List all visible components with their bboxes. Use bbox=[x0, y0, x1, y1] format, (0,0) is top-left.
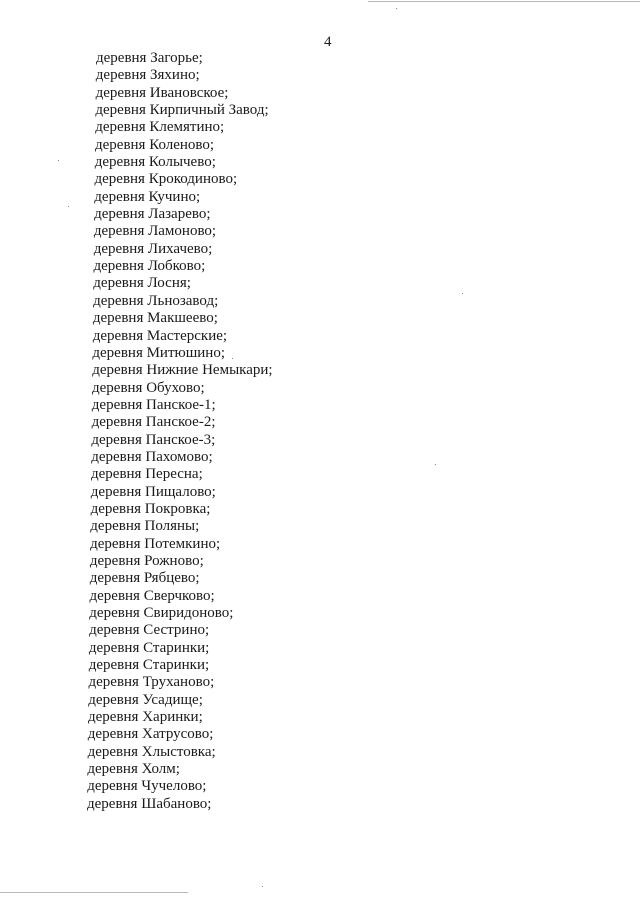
page-number: 4 bbox=[324, 34, 332, 50]
list-item: деревня Кучино; bbox=[94, 188, 201, 205]
list-item: деревня Сверчково; bbox=[89, 587, 215, 604]
list-item: деревня Ламоново; bbox=[93, 223, 217, 240]
list-item: деревня Покровка; bbox=[90, 500, 211, 517]
list-item: деревня Панское-2; bbox=[91, 414, 216, 431]
list-item: деревня Хлыстовка; bbox=[87, 743, 216, 760]
list-item: деревня Загорье; bbox=[96, 50, 203, 66]
scan-speck bbox=[68, 206, 69, 207]
scan-edge-line-bottom bbox=[0, 892, 188, 893]
scan-speck bbox=[262, 886, 263, 887]
list-item: деревня Лобково; bbox=[93, 258, 206, 275]
scan-speck bbox=[232, 358, 233, 359]
list-item: деревня Старинки; bbox=[88, 657, 210, 674]
list-item: деревня Макшеево; bbox=[92, 310, 218, 327]
list-item: деревня Пересна; bbox=[91, 466, 203, 483]
list-item: деревня Свиридоново; bbox=[89, 605, 234, 621]
list-item: деревня Крокодиново; bbox=[94, 171, 238, 188]
scan-speck bbox=[396, 8, 397, 9]
list-item: деревня Поляны; bbox=[90, 518, 200, 535]
list-item: деревня Мастерские; bbox=[92, 327, 228, 344]
list-item: деревня Митюшино; bbox=[92, 344, 225, 361]
list-item: деревня Зяхино; bbox=[95, 67, 200, 84]
list-item: деревня Чучелово; bbox=[87, 778, 207, 795]
list-item: деревня Рожново; bbox=[89, 552, 204, 569]
list-item: деревня Панское-3; bbox=[91, 431, 216, 448]
list-item: деревня Лосня; bbox=[93, 275, 191, 292]
list-item: деревня Колычево; bbox=[94, 154, 216, 171]
list-item: деревня Ивановское; bbox=[95, 84, 229, 101]
scan-speck bbox=[435, 464, 436, 465]
list-item: деревня Лихачево; bbox=[93, 240, 213, 257]
list-item: деревня Шабаново; bbox=[87, 795, 212, 812]
list-item: деревня Холм; bbox=[87, 761, 180, 778]
list-item: деревня Пахомово; bbox=[91, 448, 213, 465]
scan-edge-line-top bbox=[368, 1, 640, 2]
list-item: деревня Клемятино; bbox=[95, 119, 225, 136]
list-item: деревня Усадище; bbox=[88, 691, 203, 708]
list-item: деревня Харинки; bbox=[88, 709, 203, 726]
list-item: деревня Труханово; bbox=[88, 674, 215, 691]
scan-speck bbox=[462, 293, 463, 294]
list-item: деревня Кирпичный Завод; bbox=[95, 102, 269, 119]
list-item: деревня Панское-1; bbox=[91, 396, 216, 413]
list-item: деревня Старинки; bbox=[88, 639, 210, 656]
list-item: деревня Сестрино; bbox=[89, 622, 210, 639]
village-list bbox=[0, 50, 273, 813]
list-item: деревня Лазарево; bbox=[94, 206, 211, 223]
list-item: деревня Рябцево; bbox=[89, 570, 200, 587]
list-item: деревня Потемкино; bbox=[90, 535, 221, 552]
scan-speck bbox=[58, 160, 59, 161]
list-item: деревня Коленово; bbox=[95, 136, 215, 153]
list-item: деревня Пищалово; bbox=[90, 483, 216, 500]
list-item: деревня Обухово; bbox=[92, 379, 205, 396]
list-item: деревня Нижние Немыкари; bbox=[92, 362, 273, 379]
list-item: деревня Льнозавод; bbox=[93, 292, 219, 309]
list-item: деревня Хатрусово; bbox=[87, 726, 214, 743]
